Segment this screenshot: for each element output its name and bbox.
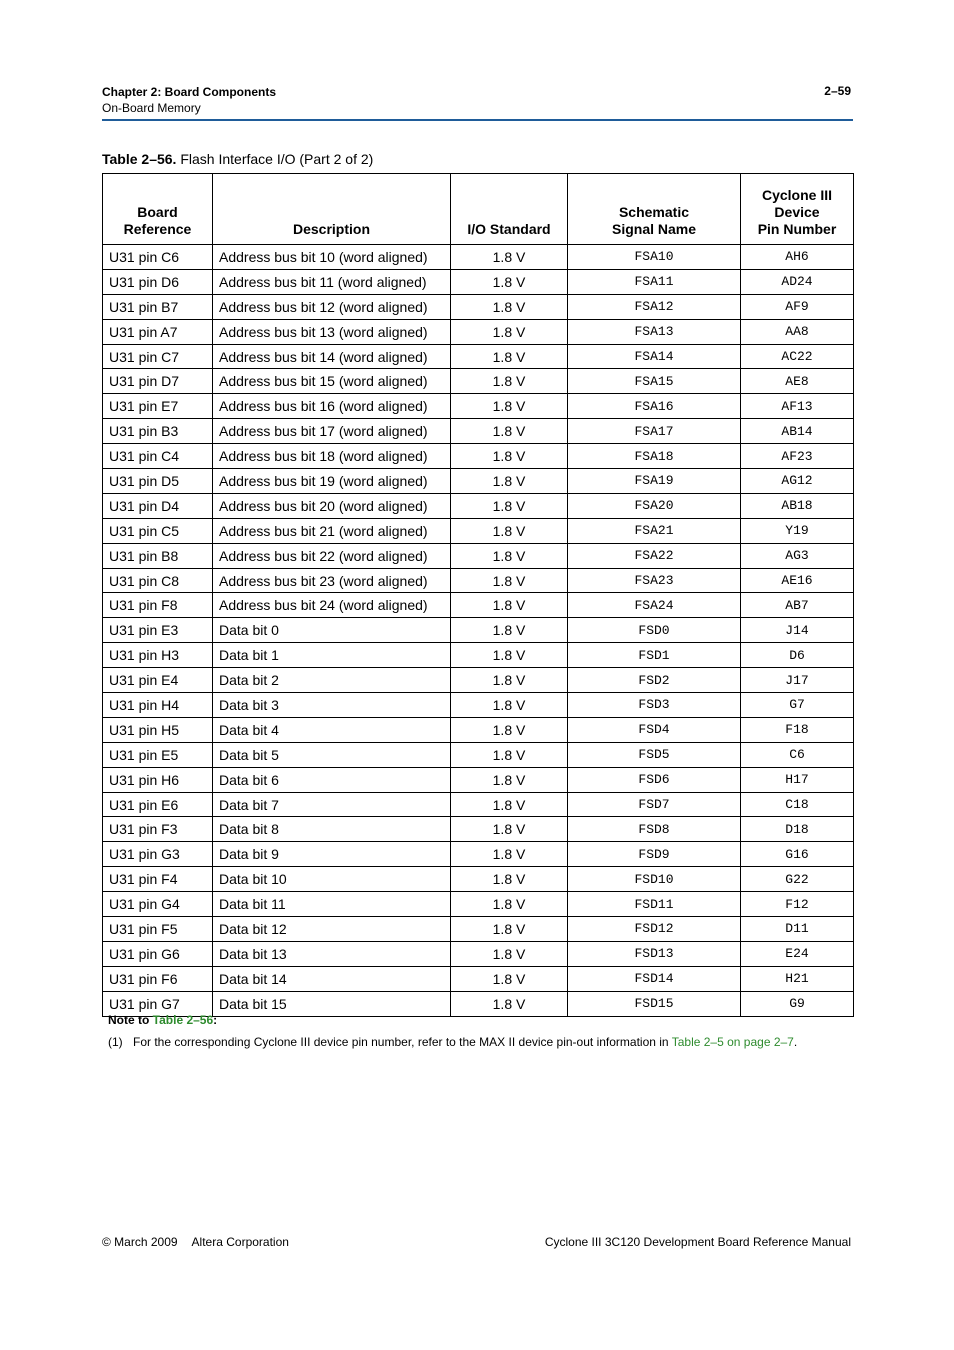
io-standard-cell: 1.8 V bbox=[451, 493, 568, 518]
footer-date: © March 2009 bbox=[102, 1235, 178, 1249]
signal-name-cell: FSA16 bbox=[568, 394, 741, 419]
io-standard-cell: 1.8 V bbox=[451, 668, 568, 693]
table-row bbox=[103, 444, 854, 469]
signal-name-cell: FSA12 bbox=[568, 294, 741, 319]
pin-number-cell: G7 bbox=[741, 693, 854, 718]
board-reference-cell: U31 pin B8 bbox=[103, 543, 213, 568]
description-cell: Address bus bit 15 (word aligned) bbox=[213, 369, 451, 394]
table-row bbox=[103, 817, 854, 842]
signal-name-cell: FSA10 bbox=[568, 245, 741, 270]
table-row bbox=[103, 941, 854, 966]
description-cell: Data bit 3 bbox=[213, 693, 451, 718]
io-standard-cell: 1.8 V bbox=[451, 469, 568, 494]
board-reference-cell: U31 pin E4 bbox=[103, 668, 213, 693]
table-row bbox=[103, 792, 854, 817]
board-reference-cell: U31 pin E6 bbox=[103, 792, 213, 817]
io-standard-cell: 1.8 V bbox=[451, 917, 568, 942]
table-row bbox=[103, 493, 854, 518]
description-cell: Data bit 7 bbox=[213, 792, 451, 817]
signal-name-cell: FSD8 bbox=[568, 817, 741, 842]
table-row bbox=[103, 469, 854, 494]
pin-number-cell: C6 bbox=[741, 742, 854, 767]
column-header-io-standard: I/O Standard bbox=[451, 174, 568, 245]
board-reference-cell: U31 pin B3 bbox=[103, 419, 213, 444]
signal-name-cell: FSD1 bbox=[568, 643, 741, 668]
table-row bbox=[103, 767, 854, 792]
board-reference-cell: U31 pin H4 bbox=[103, 693, 213, 718]
io-standard-cell: 1.8 V bbox=[451, 842, 568, 867]
pin-number-cell: AE16 bbox=[741, 568, 854, 593]
note-title bbox=[108, 1013, 217, 1027]
pin-number-cell: G16 bbox=[741, 842, 854, 867]
signal-name-cell: FSD7 bbox=[568, 792, 741, 817]
header-rule bbox=[102, 119, 853, 121]
note-body bbox=[108, 1035, 797, 1049]
note-text: For the corresponding Cyclone III device pin number, refer to the MAX II device pin-out information in bbox=[133, 1035, 672, 1049]
board-reference-cell: U31 pin C7 bbox=[103, 344, 213, 369]
pin-number-cell: E24 bbox=[741, 941, 854, 966]
io-standard-cell: 1.8 V bbox=[451, 444, 568, 469]
board-reference-cell: U31 pin H5 bbox=[103, 717, 213, 742]
pin-number-cell: AG3 bbox=[741, 543, 854, 568]
description-cell: Address bus bit 22 (word aligned) bbox=[213, 543, 451, 568]
io-standard-cell: 1.8 V bbox=[451, 717, 568, 742]
description-cell: Data bit 15 bbox=[213, 991, 451, 1016]
signal-name-cell: FSD4 bbox=[568, 717, 741, 742]
board-reference-cell: U31 pin E7 bbox=[103, 394, 213, 419]
table-caption-title: Flash Interface I/O (Part 2 of 2) bbox=[180, 151, 374, 167]
board-reference-cell: U31 pin C5 bbox=[103, 518, 213, 543]
signal-name-cell: FSD5 bbox=[568, 742, 741, 767]
board-reference-cell: U31 pin H6 bbox=[103, 767, 213, 792]
table-row bbox=[103, 643, 854, 668]
io-standard-cell: 1.8 V bbox=[451, 369, 568, 394]
io-standard-cell: 1.8 V bbox=[451, 269, 568, 294]
signal-name-cell: FSD10 bbox=[568, 867, 741, 892]
board-reference-cell: U31 pin E5 bbox=[103, 742, 213, 767]
io-standard-cell: 1.8 V bbox=[451, 867, 568, 892]
description-cell: Data bit 10 bbox=[213, 867, 451, 892]
description-cell: Address bus bit 10 (word aligned) bbox=[213, 245, 451, 270]
pin-number-cell: H17 bbox=[741, 767, 854, 792]
table-row bbox=[103, 892, 854, 917]
signal-name-cell: FSA13 bbox=[568, 319, 741, 344]
description-cell: Data bit 5 bbox=[213, 742, 451, 767]
board-reference-cell: U31 pin F6 bbox=[103, 966, 213, 991]
description-cell: Address bus bit 19 (word aligned) bbox=[213, 469, 451, 494]
board-reference-cell: U31 pin G6 bbox=[103, 941, 213, 966]
table-row bbox=[103, 419, 854, 444]
board-reference-cell: U31 pin G7 bbox=[103, 991, 213, 1016]
pin-number-cell: AF9 bbox=[741, 294, 854, 319]
board-reference-cell: U31 pin F5 bbox=[103, 917, 213, 942]
description-cell: Data bit 4 bbox=[213, 717, 451, 742]
description-cell: Address bus bit 17 (word aligned) bbox=[213, 419, 451, 444]
pin-number-cell: AF23 bbox=[741, 444, 854, 469]
pin-number-cell: AE8 bbox=[741, 369, 854, 394]
board-reference-cell: U31 pin C4 bbox=[103, 444, 213, 469]
table-body bbox=[103, 245, 854, 1017]
table-row bbox=[103, 568, 854, 593]
signal-name-cell: FSA21 bbox=[568, 518, 741, 543]
board-reference-cell: U31 pin H3 bbox=[103, 643, 213, 668]
io-standard-cell: 1.8 V bbox=[451, 568, 568, 593]
signal-name-cell: FSA17 bbox=[568, 419, 741, 444]
description-cell: Address bus bit 21 (word aligned) bbox=[213, 518, 451, 543]
signal-name-cell: FSA22 bbox=[568, 543, 741, 568]
table-row bbox=[103, 717, 854, 742]
table-row bbox=[103, 369, 854, 394]
pin-number-cell: D18 bbox=[741, 817, 854, 842]
footer-company: Altera Corporation bbox=[191, 1235, 289, 1249]
description-cell: Address bus bit 20 (word aligned) bbox=[213, 493, 451, 518]
table-row bbox=[103, 693, 854, 718]
pin-number-cell: AG12 bbox=[741, 469, 854, 494]
signal-name-cell: FSD13 bbox=[568, 941, 741, 966]
description-cell: Data bit 12 bbox=[213, 917, 451, 942]
board-reference-cell: U31 pin E3 bbox=[103, 618, 213, 643]
pin-number-cell: H21 bbox=[741, 966, 854, 991]
table-row bbox=[103, 394, 854, 419]
board-reference-cell: U31 pin F8 bbox=[103, 593, 213, 618]
signal-name-cell: FSD12 bbox=[568, 917, 741, 942]
description-cell: Data bit 1 bbox=[213, 643, 451, 668]
io-standard-cell: 1.8 V bbox=[451, 344, 568, 369]
pin-number-cell: C18 bbox=[741, 792, 854, 817]
board-reference-cell: U31 pin D4 bbox=[103, 493, 213, 518]
table-row bbox=[103, 319, 854, 344]
io-standard-cell: 1.8 V bbox=[451, 966, 568, 991]
table-caption-label: Table 2–56. bbox=[102, 151, 177, 167]
section-title: On-Board Memory bbox=[102, 101, 201, 115]
io-standard-cell: 1.8 V bbox=[451, 294, 568, 319]
table-header-row bbox=[103, 174, 854, 245]
signal-name-cell: FSA15 bbox=[568, 369, 741, 394]
io-standard-cell: 1.8 V bbox=[451, 892, 568, 917]
pin-number-cell: AB18 bbox=[741, 493, 854, 518]
io-standard-cell: 1.8 V bbox=[451, 319, 568, 344]
pin-number-cell: AF13 bbox=[741, 394, 854, 419]
description-cell: Data bit 13 bbox=[213, 941, 451, 966]
description-cell: Address bus bit 13 (word aligned) bbox=[213, 319, 451, 344]
pin-number-cell: AH6 bbox=[741, 245, 854, 270]
io-standard-cell: 1.8 V bbox=[451, 941, 568, 966]
signal-name-cell: FSA24 bbox=[568, 593, 741, 618]
pin-number-cell: Y19 bbox=[741, 518, 854, 543]
io-standard-cell: 1.8 V bbox=[451, 394, 568, 419]
page-number: 2–59 bbox=[824, 84, 851, 98]
column-header-board-reference: Board Reference bbox=[103, 174, 213, 245]
note-table-link[interactable]: Table 2–56 bbox=[152, 1013, 214, 1027]
table-caption bbox=[102, 151, 373, 167]
description-cell: Address bus bit 24 (word aligned) bbox=[213, 593, 451, 618]
signal-name-cell: FSA11 bbox=[568, 269, 741, 294]
table-row bbox=[103, 518, 854, 543]
io-standard-cell: 1.8 V bbox=[451, 419, 568, 444]
table-row bbox=[103, 917, 854, 942]
description-cell: Data bit 0 bbox=[213, 618, 451, 643]
pin-number-cell: D11 bbox=[741, 917, 854, 942]
pin-number-cell: AB7 bbox=[741, 593, 854, 618]
io-standard-cell: 1.8 V bbox=[451, 767, 568, 792]
io-standard-cell: 1.8 V bbox=[451, 245, 568, 270]
signal-name-cell: FSA18 bbox=[568, 444, 741, 469]
description-cell: Address bus bit 14 (word aligned) bbox=[213, 344, 451, 369]
board-reference-cell: U31 pin D5 bbox=[103, 469, 213, 494]
chapter-title: Chapter 2: Board Components bbox=[102, 85, 277, 99]
signal-name-cell: FSD9 bbox=[568, 842, 741, 867]
board-reference-cell: U31 pin D6 bbox=[103, 269, 213, 294]
description-cell: Data bit 9 bbox=[213, 842, 451, 867]
table-row bbox=[103, 842, 854, 867]
table-row bbox=[103, 344, 854, 369]
table-row bbox=[103, 269, 854, 294]
board-reference-cell: U31 pin D7 bbox=[103, 369, 213, 394]
io-standard-cell: 1.8 V bbox=[451, 693, 568, 718]
board-reference-cell: U31 pin C8 bbox=[103, 568, 213, 593]
pin-number-cell: G22 bbox=[741, 867, 854, 892]
board-reference-cell: U31 pin B7 bbox=[103, 294, 213, 319]
table-row bbox=[103, 742, 854, 767]
note-title-suffix: : bbox=[213, 1013, 218, 1027]
signal-name-cell: FSA19 bbox=[568, 469, 741, 494]
column-header-pin-number: Cyclone III Device Pin Number bbox=[741, 174, 854, 245]
page-footer-left bbox=[102, 1235, 289, 1249]
table-row bbox=[103, 966, 854, 991]
note-end: . bbox=[793, 1035, 798, 1049]
description-cell: Address bus bit 11 (word aligned) bbox=[213, 269, 451, 294]
pin-number-cell: F12 bbox=[741, 892, 854, 917]
description-cell: Data bit 14 bbox=[213, 966, 451, 991]
signal-name-cell: FSD6 bbox=[568, 767, 741, 792]
description-cell: Data bit 6 bbox=[213, 767, 451, 792]
board-reference-cell: U31 pin G4 bbox=[103, 892, 213, 917]
signal-name-cell: FSA20 bbox=[568, 493, 741, 518]
signal-name-cell: FSD0 bbox=[568, 618, 741, 643]
signal-name-cell: FSD15 bbox=[568, 991, 741, 1016]
board-reference-cell: U31 pin A7 bbox=[103, 319, 213, 344]
io-standard-cell: 1.8 V bbox=[451, 543, 568, 568]
board-reference-cell: U31 pin F4 bbox=[103, 867, 213, 892]
pin-number-cell: AA8 bbox=[741, 319, 854, 344]
pin-number-cell: AD24 bbox=[741, 269, 854, 294]
description-cell: Address bus bit 23 (word aligned) bbox=[213, 568, 451, 593]
pin-number-cell: D6 bbox=[741, 643, 854, 668]
description-cell: Address bus bit 16 (word aligned) bbox=[213, 394, 451, 419]
table-row bbox=[103, 543, 854, 568]
flash-interface-table bbox=[102, 173, 854, 1017]
io-standard-cell: 1.8 V bbox=[451, 593, 568, 618]
description-cell: Address bus bit 12 (word aligned) bbox=[213, 294, 451, 319]
io-standard-cell: 1.8 V bbox=[451, 991, 568, 1016]
note-title-prefix: Note to bbox=[108, 1013, 153, 1027]
pin-number-cell: AB14 bbox=[741, 419, 854, 444]
footer-manual-title: Cyclone III 3C120 Development Board Reference Manual bbox=[544, 1235, 851, 1249]
description-cell: Data bit 11 bbox=[213, 892, 451, 917]
description-cell: Data bit 2 bbox=[213, 668, 451, 693]
table-row bbox=[103, 593, 854, 618]
note-number: (1) bbox=[108, 1035, 123, 1049]
signal-name-cell: FSD11 bbox=[568, 892, 741, 917]
note-reference-link[interactable]: Table 2–5 on page 2–7 bbox=[671, 1035, 794, 1049]
io-standard-cell: 1.8 V bbox=[451, 742, 568, 767]
pin-number-cell: G9 bbox=[741, 991, 854, 1016]
pin-number-cell: F18 bbox=[741, 717, 854, 742]
signal-name-cell: FSD14 bbox=[568, 966, 741, 991]
table-row bbox=[103, 245, 854, 270]
description-cell: Data bit 8 bbox=[213, 817, 451, 842]
signal-name-cell: FSA14 bbox=[568, 344, 741, 369]
board-reference-cell: U31 pin C6 bbox=[103, 245, 213, 270]
column-header-signal-name: Schematic Signal Name bbox=[568, 174, 741, 245]
signal-name-cell: FSD3 bbox=[568, 693, 741, 718]
pin-number-cell: J17 bbox=[741, 668, 854, 693]
pin-number-cell: J14 bbox=[741, 618, 854, 643]
pin-number-cell: AC22 bbox=[741, 344, 854, 369]
io-standard-cell: 1.8 V bbox=[451, 643, 568, 668]
page-header bbox=[102, 84, 276, 116]
io-standard-cell: 1.8 V bbox=[451, 518, 568, 543]
table-row bbox=[103, 668, 854, 693]
signal-name-cell: FSA23 bbox=[568, 568, 741, 593]
table-row bbox=[103, 867, 854, 892]
io-standard-cell: 1.8 V bbox=[451, 618, 568, 643]
io-standard-cell: 1.8 V bbox=[451, 792, 568, 817]
column-header-description: Description bbox=[213, 174, 451, 245]
board-reference-cell: U31 pin F3 bbox=[103, 817, 213, 842]
io-standard-cell: 1.8 V bbox=[451, 817, 568, 842]
description-cell: Address bus bit 18 (word aligned) bbox=[213, 444, 451, 469]
table-row bbox=[103, 294, 854, 319]
board-reference-cell: U31 pin G3 bbox=[103, 842, 213, 867]
table-row bbox=[103, 618, 854, 643]
signal-name-cell: FSD2 bbox=[568, 668, 741, 693]
